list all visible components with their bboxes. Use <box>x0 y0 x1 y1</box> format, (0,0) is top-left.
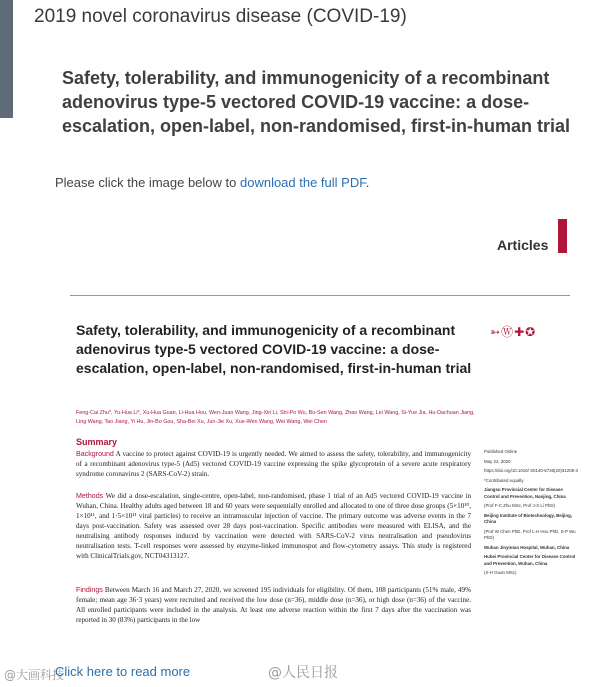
read-more-link[interactable]: Click here to read more <box>55 664 191 679</box>
findings-text: Between March 16 and March 27, 2020, we screened 195 individuals for eligibility. Of them, 108 participants (51% male, 49% female; mean age 36·3 years) were recruited and received the low dose (n=36), middle dose (n=36), or high dose (n=36) of the vaccine. All enrolled participants were included in the analysis. At least one adverse reaction within the first 7 days after the vaccination was reported in 30 (83%) participants in the low <box>76 586 471 624</box>
background-paragraph <box>76 449 471 479</box>
side-note: May 22, 2020 <box>484 458 511 464</box>
plus-icon: ✚ <box>514 325 526 339</box>
background-text: A vaccine to protect against COVID-19 is urgently needed. We aimed to assess the safety, tolerability, and immunogenicity of a recombinant adenovirus type-5 (Ad5) vectored COVID-19 vaccine expressing the spike glycoprotein of a severe acute respiratory syndrome coronavirus 2 (SARS-CoV-2) strain. <box>76 450 471 478</box>
side-note: Jiangsu Provincial Center for Disease Control and Prevention, Nanjing, China <box>484 487 566 499</box>
articles-accent-bar <box>558 219 567 253</box>
check-badge-icon: ✪ <box>525 325 537 339</box>
pdf-preview-image[interactable] <box>52 205 588 663</box>
watermark-right: @人民日报 <box>268 665 338 681</box>
side-note: Beijing Institute of Biotechnology, Beijing, China <box>484 512 572 524</box>
methods-text: We did a dose-escalation, single-centre, open-label, non-randomised, phase 1 trial of an Ad5 vectored COVID-19 vaccine in Wuhan, China. Healthy adults aged between 18 and 60 years were sequentially enrolled and allocated to one of three dose groups (5×10¹⁰, 1×10¹¹, and 1·5×10¹¹ viral particles) to receive an intramuscular injection of vaccine. The primary outcome was adverse events in the 7 days post-vaccination. Safety was assessed over 28 days post-vaccination. Specific antibodies were measured with ELISA, and the neutralising antibody responses induced by vaccination were detected with SARS-CoV-2 virus neutralisation and pseudovirus neutralisation tests. T-cell responses were assessed by enzyme-linked immunospot and flow-cytometry assays. This study is registered with ClinicalTrials.gov, NCT04313127. <box>76 492 471 560</box>
background-label: Background <box>76 450 114 458</box>
download-notice <box>55 175 369 190</box>
pdf-header-rule <box>70 295 570 296</box>
side-note: Wuhan Jinyintan Hospital, Wuhan, China <box>484 544 570 550</box>
pdf-section-label: Articles <box>497 237 549 253</box>
section-title: 2019 novel coronavirus disease (COVID-19) <box>34 6 407 27</box>
findings-paragraph <box>76 585 471 625</box>
w-circle-icon: Ⓦ <box>501 325 515 339</box>
side-note: https://doi.org/10.1016/ S0140-6736(20)31208-3 <box>484 468 578 473</box>
notice-suffix: . <box>365 175 370 190</box>
pdf-title: Safety, tolerability, and immunogenicity of a recombinant adenovirus type-5 vectored COVID-19 vaccine: a dose-escalation, open-label, non-randomised, first-in-human trial <box>76 322 472 376</box>
pdf-authors: Feng-Cai Zhu*, Yu-Hua Li*, Xu-Hua Guan, Li-Hua Hou, Wen-Juan Wang, Jing-Xin Li, Shi-Po Wu, Bu-Sen Wang, Zhao Wang, Lei Wang, Si-Yue Jia, Hu-Dachuan Jiang, Ling Wang, Tao Jiang, Yi Hu, Jin-Bo Gou, Sha-Bei Xu, Jun-Jie Xu, Xue-Wen Wang, Wei Wang, Wei Chen <box>76 410 475 425</box>
side-note: Hubei Provincial Center for Disease Control and Prevention, Wuhan, China <box>484 554 576 566</box>
findings-label: Findings <box>76 586 103 594</box>
article-headline: Safety, tolerability, and immunogenicity of a recombinant adenovirus type-5 vectored COVID-19 vaccine: a dose-escalation, open-label, non-randomised, first-in-human trial <box>62 68 571 136</box>
side-note: (Prof F-C Zhu MSc, Prof J-X Li PhD) <box>484 503 555 508</box>
methods-label: Methods <box>76 492 104 500</box>
journal-icons <box>490 323 536 340</box>
watermark-left: @大画科技 <box>4 668 65 682</box>
side-note: Published Online <box>484 449 518 454</box>
oa-arrow-icon: ➳ <box>490 325 502 339</box>
side-note: (X-H Guan MSc) <box>484 570 517 575</box>
summary-heading: Summary <box>76 437 118 447</box>
pdf-side-notes <box>484 449 579 580</box>
download-pdf-link[interactable]: download the full PDF <box>239 175 366 190</box>
side-note: *Contributed equally <box>484 477 524 483</box>
methods-paragraph <box>76 491 471 561</box>
side-note: (Prof W Chen PhD, Prof L-H Hou PhD, S-P Wu PhD) <box>484 528 576 540</box>
left-accent-bar <box>0 0 13 118</box>
notice-prefix: Please click the image below to <box>55 175 240 190</box>
